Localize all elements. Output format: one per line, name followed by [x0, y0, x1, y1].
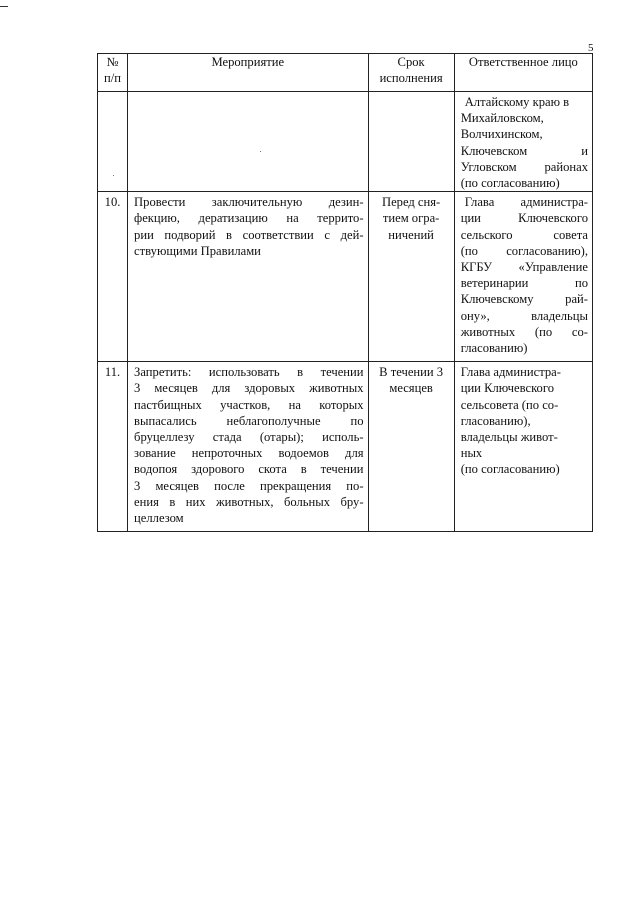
activity-line: пастбищных участков, на которых: [134, 397, 364, 412]
header-number: [98, 54, 128, 92]
term-line: тием огра-: [382, 211, 440, 226]
row-number-cell: 10.: [98, 192, 128, 362]
responsible-line: владельцы живот-: [460, 430, 558, 445]
corner-mark: [0, 6, 8, 7]
responsible-line: Волчихинском,: [460, 127, 543, 142]
activity-line: рии подворий в соответствии с дей-: [134, 227, 364, 242]
activity-line: целлезом: [134, 511, 184, 526]
responsible-line: КГБУ «Управление: [460, 260, 588, 275]
responsible-line: Глава администра-: [460, 365, 561, 380]
table-header-row: [98, 54, 593, 92]
activity-line: зование непроточных водоемов для: [134, 446, 364, 461]
responsible-line: Глава администра-: [464, 195, 588, 210]
activity-cell: [128, 362, 368, 532]
scan-speck: [260, 151, 261, 152]
activity-line: ения в них животных, больных бру-: [134, 494, 364, 509]
responsible-line: Угловском районах: [460, 159, 588, 174]
table-row: [98, 192, 593, 362]
activity-line: бруцеллезу стада (отары); исполь-: [134, 430, 364, 445]
term-line: ничений: [388, 227, 434, 242]
responsible-line: ции Ключевского: [460, 211, 588, 226]
activity-cell: [128, 192, 368, 362]
responsible-line: ных: [460, 446, 483, 461]
header-term-line-2: исполнения: [379, 71, 443, 86]
responsible-line: ции Ключевского: [460, 381, 554, 396]
term-line: месяцев: [389, 381, 433, 396]
responsible-line: (по согласованию): [460, 176, 560, 191]
term-line: В течении 3: [379, 365, 444, 380]
row-number-cell: [98, 92, 128, 192]
activity-line: выпасались неблагополучные по: [134, 413, 364, 428]
header-responsible: Ответственное лицо: [454, 54, 592, 92]
scan-speck: [113, 175, 114, 176]
header-number-line-1: №: [106, 55, 119, 69]
activity-line: 3 месяцев после прекращения по-: [134, 478, 364, 493]
activity-line: ствующими Правилами: [134, 243, 261, 258]
term-cell: [368, 362, 454, 532]
responsible-line: ону», владельцы: [460, 308, 588, 323]
responsible-line: ветеринарии по: [460, 276, 588, 291]
term-line: Перед сня-: [381, 195, 441, 210]
responsible-line: (по согласованию),: [460, 243, 588, 258]
responsible-line: Михайловском,: [460, 111, 544, 126]
row-number-cell: 11.: [98, 362, 128, 532]
activity-cell: [128, 92, 368, 192]
responsible-line: гласованию),: [460, 413, 531, 428]
header-term: [368, 54, 454, 92]
activity-line: фекцию, дератизацию на террито-: [134, 211, 364, 226]
header-term-line-1: Срок: [397, 55, 425, 69]
responsible-cell: [454, 362, 592, 532]
responsible-line: сельского совета: [460, 227, 588, 242]
table-row: [98, 92, 593, 192]
responsible-cell: [454, 92, 592, 192]
responsible-line: Ключевскому рай-: [460, 292, 588, 307]
activity-line: Запретить: использовать в течении: [134, 365, 364, 380]
header-activity: Мероприятие: [128, 54, 368, 92]
activity-line: водопоя здорового скота в течении: [134, 462, 364, 477]
page-number: 5: [588, 42, 594, 54]
responsible-line: Ключевском и: [460, 143, 588, 158]
activity-line: 3 месяцев для здоровых животных: [134, 381, 364, 396]
responsible-cell: [454, 192, 592, 362]
term-cell: [368, 92, 454, 192]
table-row: [98, 362, 593, 532]
measures-table: [97, 53, 593, 532]
responsible-line: гласованию): [460, 341, 528, 356]
responsible-line: Алтайскому краю в: [464, 95, 570, 109]
responsible-line: (по согласованию): [460, 462, 560, 477]
responsible-line: сельсовета (по со-: [460, 397, 559, 412]
header-number-line-2: п/п: [104, 71, 122, 86]
activity-line: Провести заключительную дезин-: [134, 195, 364, 210]
term-cell: [368, 192, 454, 362]
responsible-line: животных (по со-: [460, 324, 588, 339]
